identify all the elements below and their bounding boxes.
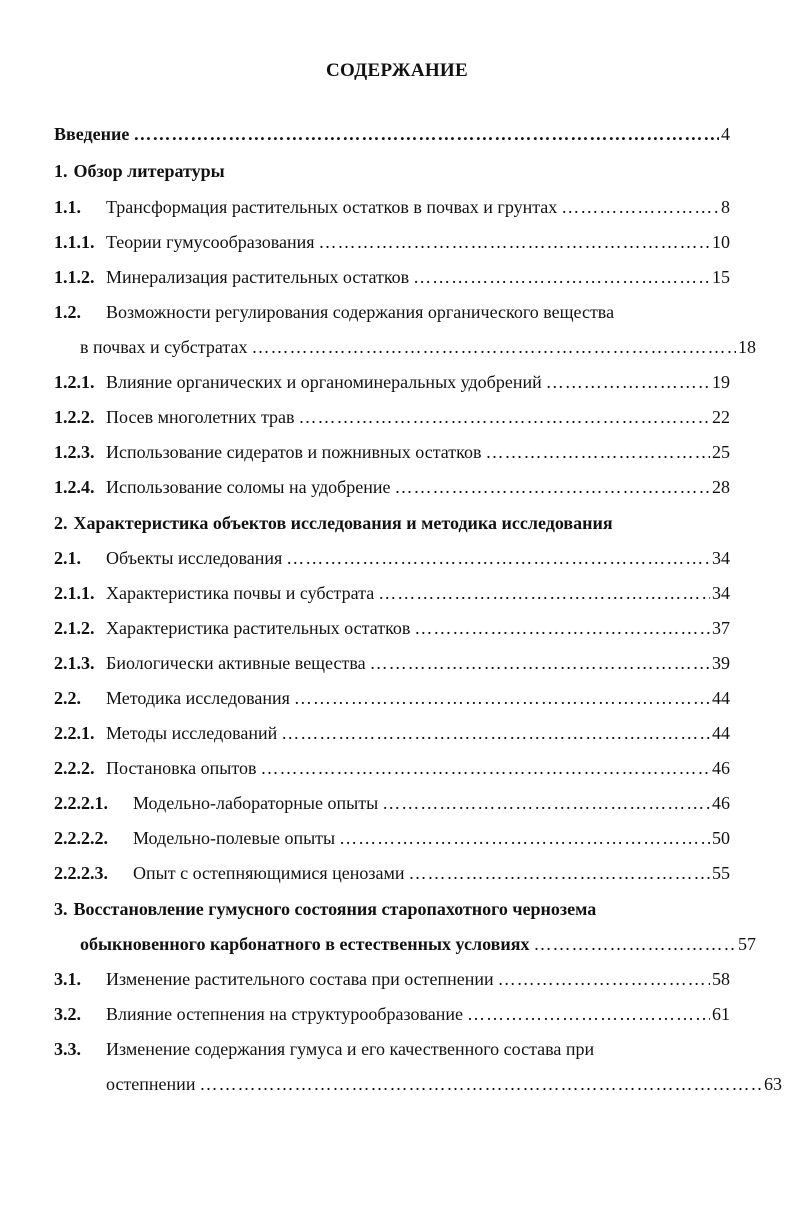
toc-entry-number: 3.2. — [54, 1004, 81, 1024]
toc-entry[interactable] — [54, 1001, 730, 1027]
toc-entry-text: Влияние органических и органоминеральных удобрений — [106, 372, 542, 392]
toc-entry-number: 2. — [54, 513, 68, 533]
toc-chapter-1[interactable] — [54, 158, 730, 184]
toc-entry-text: Введение — [54, 124, 130, 144]
toc-entry-text: Использование соломы на удобрение — [106, 477, 391, 497]
toc-entry-text: остепнении — [106, 1074, 196, 1094]
toc-chapter-2[interactable] — [54, 510, 730, 536]
toc-entry-page: 22 — [712, 407, 730, 427]
toc-entry-continuation[interactable] — [54, 1071, 782, 1097]
toc-entry-number: 1.2.4. — [54, 477, 95, 497]
dot-leader — [413, 264, 710, 290]
toc-entry[interactable] — [54, 966, 730, 992]
toc-entry-text: Теории гумусообразования — [106, 232, 315, 252]
toc-entry-page: 63 — [764, 1074, 782, 1094]
toc-entry-text: Минерализация растительных остатков — [106, 267, 410, 287]
dot-leader — [382, 790, 710, 816]
toc-entry-number: 1.2.1. — [54, 372, 95, 392]
toc-entry-page: 55 — [712, 863, 730, 883]
dot-leader — [498, 966, 710, 992]
toc-entry-continuation[interactable] — [54, 334, 756, 360]
toc-entry[interactable] — [54, 474, 730, 500]
toc-entry-text: Трансформация растительных остатков в почвах и грунтах — [106, 197, 558, 217]
dot-leader — [546, 369, 710, 395]
dot-leader — [486, 439, 711, 465]
toc-entry-text: Обзор литературы — [73, 161, 225, 181]
dot-leader — [260, 755, 710, 781]
toc-entry-number: 2.2.2.1. — [54, 793, 108, 813]
toc-entry[interactable] — [54, 369, 730, 395]
toc-entry-number: 2.2.2. — [54, 758, 95, 778]
dot-leader — [339, 825, 710, 851]
toc-entry-text: Характеристика объектов исследования и методика исследования — [73, 513, 613, 533]
toc-entry-number: 1.1. — [54, 197, 81, 217]
toc-entry-page: 4 — [721, 124, 730, 144]
toc-entry-page: 39 — [712, 653, 730, 673]
toc-entry-text: обыкновенного карбонатного в естественных условиях — [80, 934, 530, 954]
toc-entry-page: 61 — [712, 1004, 730, 1024]
dot-leader — [561, 194, 719, 220]
toc-entry-text: Изменение растительного состава при остепнении — [106, 969, 494, 989]
toc-entry[interactable] — [54, 194, 730, 220]
toc-entry-page: 19 — [712, 372, 730, 392]
toc-entry[interactable] — [54, 229, 730, 255]
toc-entry-text: Модельно-полевые опыты — [133, 828, 336, 848]
toc-entry-page: 57 — [738, 934, 756, 954]
toc-entry[interactable] — [54, 720, 730, 746]
toc-chapter-3[interactable] — [54, 896, 730, 922]
toc-entry[interactable] — [54, 685, 730, 711]
toc-entry-text: Изменение содержания гумуса и его качественного состава при — [106, 1039, 595, 1059]
toc-entry-number: 2.2.2.2. — [54, 828, 108, 848]
dot-leader — [414, 615, 710, 641]
toc-entry[interactable] — [54, 264, 730, 290]
toc-entry-text: Восстановление гумусного состояния старопахотного чернозема — [73, 899, 597, 919]
toc-entry-text: Объекты исследования — [106, 548, 283, 568]
toc-entry-text: Характеристика почвы и субстрата — [106, 583, 375, 603]
toc-entry[interactable] — [54, 650, 730, 676]
toc-entry-text: Посев многолетних трав — [106, 407, 295, 427]
toc-entry-text: Постановка опытов — [106, 758, 257, 778]
toc-entry-page: 50 — [712, 828, 730, 848]
dot-leader — [299, 404, 710, 430]
toc-entry-page: 18 — [738, 337, 756, 357]
toc-entry-number: 1.2. — [54, 302, 81, 322]
toc-entry[interactable] — [54, 860, 730, 886]
dot-leader — [199, 1071, 762, 1097]
dot-leader — [533, 931, 736, 957]
dot-leader — [286, 545, 710, 571]
toc-entry-page: 34 — [712, 583, 730, 603]
dot-leader — [370, 650, 710, 676]
toc-entry-text: Влияние остепнения на структурообразование — [106, 1004, 464, 1024]
toc-entry-number: 1. — [54, 161, 68, 181]
toc-entry-number: 2.1. — [54, 548, 81, 568]
toc-entry-number: 3.3. — [54, 1039, 81, 1059]
dot-leader — [395, 474, 710, 500]
dot-leader — [409, 860, 710, 886]
toc-entry-page: 37 — [712, 618, 730, 638]
toc-entry[interactable] — [54, 404, 730, 430]
toc-entry-number: 2.2. — [54, 688, 81, 708]
toc-entry-number: 3. — [54, 899, 68, 919]
toc-entry-page: 44 — [712, 723, 730, 743]
toc-entry-page: 10 — [712, 232, 730, 252]
dot-leader — [133, 121, 719, 147]
toc-entry-number: 1.2.2. — [54, 407, 95, 427]
toc-entry[interactable] — [54, 825, 730, 851]
toc-entry-page: 46 — [712, 758, 730, 778]
toc-entry-text: Методы исследований — [106, 723, 278, 743]
toc-entry-text: Характеристика растительных остатков — [106, 618, 411, 638]
toc-chapter-3-continuation[interactable] — [54, 931, 756, 957]
toc-entry-number: 2.1.2. — [54, 618, 95, 638]
toc-entry[interactable] — [54, 615, 730, 641]
toc-entry-text: Методика исследования — [106, 688, 290, 708]
toc-entry-page: 25 — [712, 442, 730, 462]
toc-entry[interactable] — [54, 755, 730, 781]
toc-entry-page: 46 — [712, 793, 730, 813]
dot-leader — [281, 720, 710, 746]
toc-entry-number: 2.2.2.3. — [54, 863, 108, 883]
dot-leader — [294, 685, 710, 711]
dot-leader — [467, 1001, 710, 1027]
toc-entry-number: 1.1.2. — [54, 267, 95, 287]
toc-entry-number: 2.2.1. — [54, 723, 95, 743]
page-title: СОДЕРЖАНИЕ — [326, 60, 468, 81]
toc-entry-text: Биологически активные вещества — [106, 653, 366, 673]
toc-entry-number: 3.1. — [54, 969, 81, 989]
toc-entry-page: 8 — [721, 197, 730, 217]
dot-leader — [378, 580, 710, 606]
toc-entry[interactable] — [54, 1036, 730, 1062]
toc-entry-number: 1.1.1. — [54, 232, 95, 252]
toc-entry-intro[interactable] — [54, 121, 730, 147]
dot-leader — [319, 229, 710, 255]
toc-entry[interactable] — [54, 299, 730, 325]
toc-entry-page: 58 — [712, 969, 730, 989]
toc-entry[interactable] — [54, 580, 730, 606]
toc-entry-text: Опыт с остепняющимися ценозами — [133, 863, 405, 883]
toc-entry[interactable] — [54, 790, 730, 816]
toc-entry-page: 28 — [712, 477, 730, 497]
toc-entry[interactable] — [54, 545, 730, 571]
toc-entry-number: 2.1.1. — [54, 583, 95, 603]
toc-entry-page: 15 — [712, 267, 730, 287]
toc-entry-number: 1.2.3. — [54, 442, 95, 462]
toc-entry[interactable] — [54, 439, 730, 465]
toc-entry-text: Модельно-лабораторные опыты — [133, 793, 379, 813]
dot-leader — [251, 334, 736, 360]
toc-entry-page: 34 — [712, 548, 730, 568]
toc-entry-text: Возможности регулирования содержания органического вещества — [106, 302, 615, 322]
toc-entry-text: Использование сидератов и пожнивных остатков — [106, 442, 482, 462]
toc-entry-number: 2.1.3. — [54, 653, 95, 673]
toc-entry-page: 44 — [712, 688, 730, 708]
toc-entry-text: в почвах и субстратах — [80, 337, 248, 357]
